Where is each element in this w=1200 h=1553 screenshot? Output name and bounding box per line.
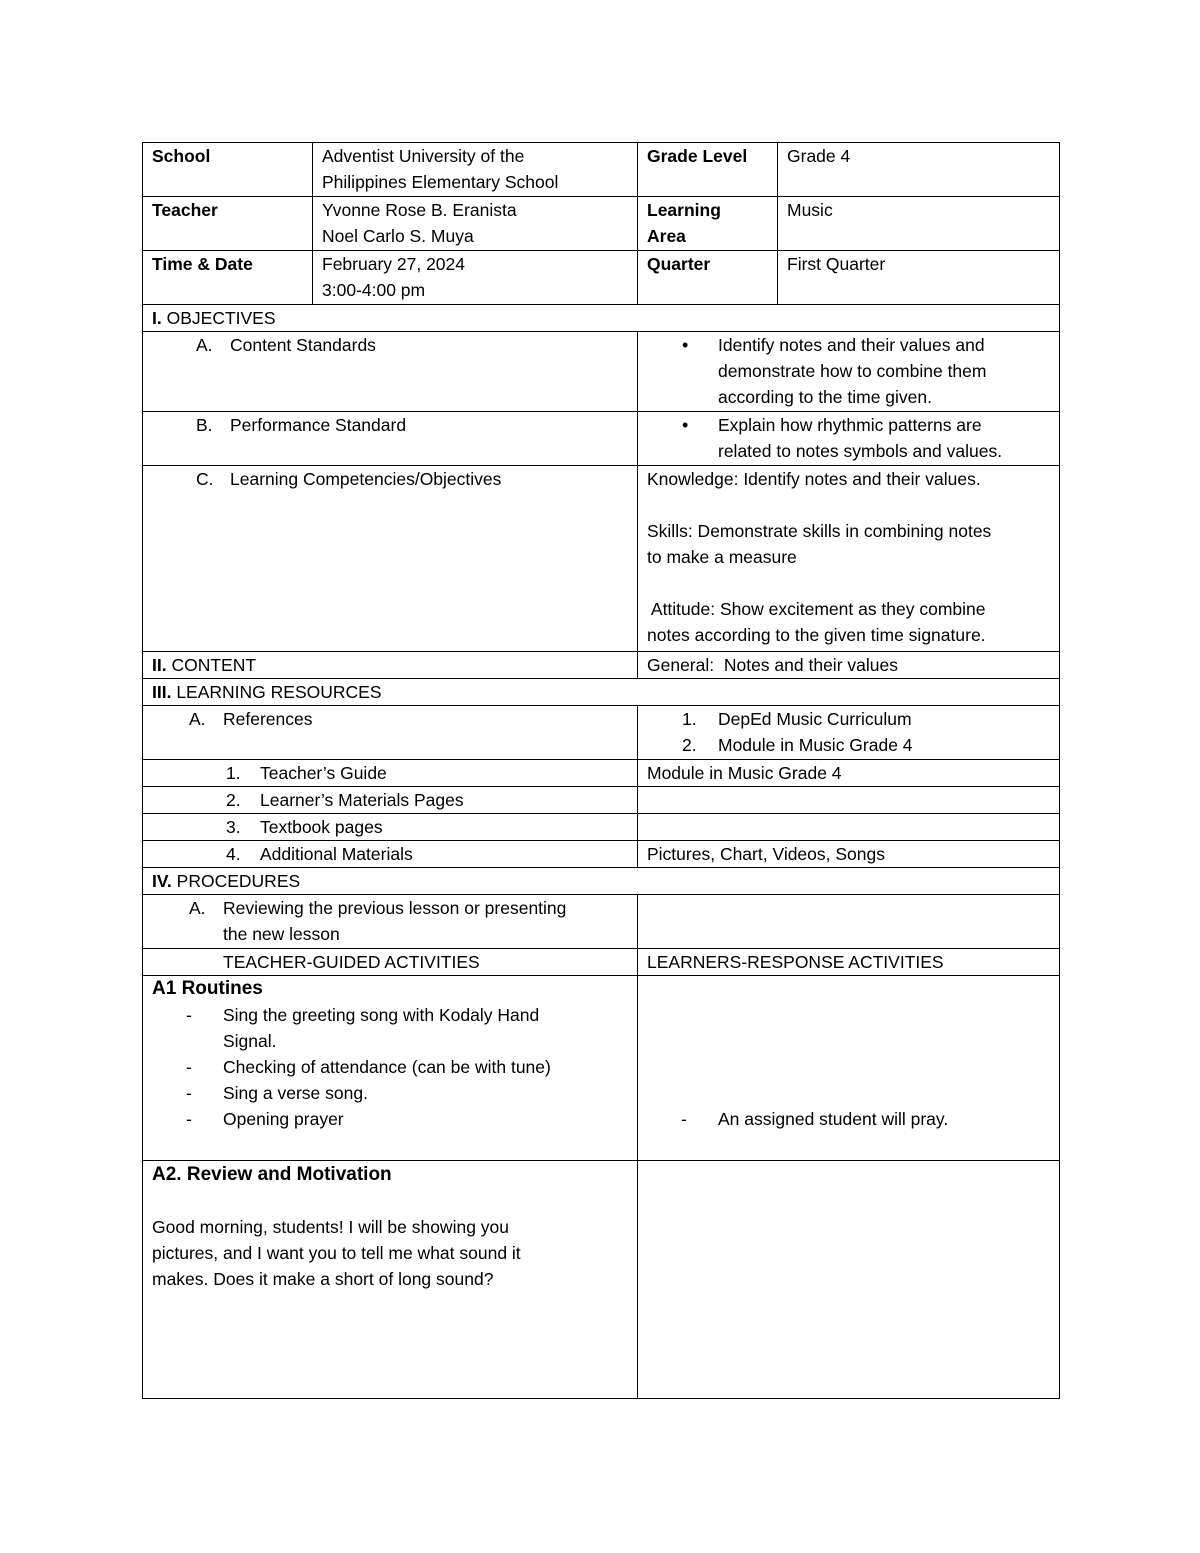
competencies-value xyxy=(638,466,1060,652)
resource-item-cell xyxy=(143,814,638,841)
content-standards-marker: A. xyxy=(196,335,213,355)
resource-item-num: 2. xyxy=(226,790,241,810)
objectives-heading xyxy=(143,305,1060,332)
routine-text: Opening prayer xyxy=(223,1109,344,1129)
content-standards-line xyxy=(152,332,628,358)
reviewing-marker: A. xyxy=(189,898,206,918)
resource-item-num: 1. xyxy=(226,763,241,783)
procedures-heading xyxy=(143,868,1060,895)
reference-num: 2. xyxy=(682,735,697,755)
review-motivation-title: A2. Review and Motivation xyxy=(152,1164,392,1185)
knowledge-objective: Knowledge: Identify notes and their values. xyxy=(647,469,981,489)
review-motivation-text-line: makes. Does it make a short of long sound? xyxy=(152,1269,494,1289)
resources-num: III. xyxy=(152,682,172,702)
review-motivation-text-line: Good morning, students! I will be showing you xyxy=(152,1217,509,1237)
resource-item-row xyxy=(143,841,1060,868)
dash-marker: - xyxy=(186,1057,192,1077)
school-value xyxy=(313,143,638,197)
lesson-plan-table xyxy=(142,142,1060,1399)
teacher-value-line-2: Noel Carlo S. Muya xyxy=(322,226,474,246)
spacer xyxy=(152,1188,628,1214)
content-heading xyxy=(143,652,638,679)
content-standards-value xyxy=(638,332,1060,412)
resource-item-label: Additional Materials xyxy=(260,844,413,864)
teacher-value xyxy=(313,197,638,251)
content-row xyxy=(143,652,1060,679)
dash-marker: - xyxy=(186,1109,192,1129)
references-cell xyxy=(143,706,638,760)
resource-item-cell xyxy=(143,787,638,814)
quarter-label: Quarter xyxy=(638,251,778,305)
spacer xyxy=(647,492,1050,518)
content-num: II. xyxy=(152,655,167,675)
resource-item-line xyxy=(152,841,628,867)
reviewing-value xyxy=(638,895,1060,949)
activity-columns-row xyxy=(143,949,1060,976)
reference-item xyxy=(647,732,1050,758)
learning-area-label xyxy=(638,197,778,251)
resource-item-label: Learner’s Materials Pages xyxy=(260,790,464,810)
teacher-label: Teacher xyxy=(143,197,313,251)
review-motivation-text-line: pictures, and I want you to tell me what sound it xyxy=(152,1243,521,1263)
teacher-row xyxy=(143,197,1060,251)
performance-standard-text-line-2: related to notes symbols and values. xyxy=(718,441,1003,461)
routine-text xyxy=(223,1002,539,1054)
learning-area-value: Music xyxy=(778,197,1060,251)
review-motivation-row xyxy=(143,1161,1060,1399)
procedures-header-row xyxy=(143,868,1060,895)
resource-item-line xyxy=(152,787,628,813)
school-value-line-1: Adventist University of the xyxy=(322,146,525,166)
routine-text: Sing a verse song. xyxy=(223,1083,368,1103)
resource-item-value: Pictures, Chart, Videos, Songs xyxy=(638,841,1060,868)
reviewing-row xyxy=(143,895,1060,949)
routine-text-line: Sing the greeting song with Kodaly Hand xyxy=(223,1005,540,1025)
performance-standard-cell xyxy=(143,412,638,466)
dash-marker: - xyxy=(186,1005,192,1025)
routines-learner-cell xyxy=(638,976,1060,1161)
references-marker: A. xyxy=(189,709,206,729)
content-standards-text xyxy=(718,332,986,410)
resource-item-value xyxy=(638,787,1060,814)
competencies-row xyxy=(143,466,1060,652)
content-title: CONTENT xyxy=(171,655,257,675)
objectives-num: I. xyxy=(152,308,162,328)
school-label: School xyxy=(143,143,313,197)
competencies-label: Learning Competencies/Objectives xyxy=(230,469,502,489)
performance-standard-bullet-item xyxy=(647,412,1050,464)
procedures-title: PROCEDURES xyxy=(176,871,301,891)
competencies-line xyxy=(152,466,628,492)
grade-level-label: Grade Level xyxy=(638,143,778,197)
performance-standard-row xyxy=(143,412,1060,466)
reviewing-label-line-1: Reviewing the previous lesson or presenting xyxy=(223,898,567,918)
resource-item-num: 3. xyxy=(226,817,241,837)
reviewing-cell xyxy=(143,895,638,949)
performance-standard-line xyxy=(152,412,628,438)
resource-item-label: Teacher’s Guide xyxy=(260,763,387,783)
content-standards-label: Content Standards xyxy=(230,335,376,355)
resource-item-value xyxy=(638,814,1060,841)
time-row xyxy=(143,251,1060,305)
routine-item xyxy=(152,1054,628,1080)
resource-item-row xyxy=(143,787,1060,814)
competencies-marker: C. xyxy=(196,469,214,489)
resource-item-cell xyxy=(143,760,638,787)
content-standards-row xyxy=(143,332,1060,412)
content-value: General: Notes and their values xyxy=(638,652,1060,679)
reference-text: Module in Music Grade 4 xyxy=(718,735,913,755)
attitude-objective-line-1: Attitude: Show excitement as they combine xyxy=(647,599,986,619)
resource-item-num: 4. xyxy=(226,844,241,864)
attitude-objective-line-2: notes according to the given time signature. xyxy=(647,625,986,645)
resource-item-line xyxy=(152,814,628,840)
review-motivation-cell xyxy=(143,1161,638,1399)
performance-standard-marker: B. xyxy=(196,415,213,435)
references-value xyxy=(638,706,1060,760)
time-value: 3:00-4:00 pm xyxy=(322,280,426,300)
reviewing-line xyxy=(152,895,628,947)
resources-heading xyxy=(143,679,1060,706)
reference-text: DepEd Music Curriculum xyxy=(718,709,912,729)
teacher-guided-heading: TEACHER-GUIDED ACTIVITIES xyxy=(223,952,480,972)
resources-title: LEARNING RESOURCES xyxy=(176,682,382,702)
dash-marker: - xyxy=(681,1109,687,1129)
teacher-value-line-1: Yvonne Rose B. Eranista xyxy=(322,200,517,220)
date-value: February 27, 2024 xyxy=(322,254,466,274)
review-motivation-learner-cell xyxy=(638,1161,1060,1399)
objectives-header-row xyxy=(143,305,1060,332)
dash-marker: - xyxy=(186,1083,192,1103)
spacer xyxy=(647,570,1050,596)
performance-standard-value xyxy=(638,412,1060,466)
reference-num: 1. xyxy=(682,709,697,729)
learner-response-item xyxy=(647,1106,1050,1132)
learning-area-label-line-2: Area xyxy=(647,226,686,246)
school-value-line-2: Philippines Elementary School xyxy=(322,172,559,192)
performance-standard-label: Performance Standard xyxy=(230,415,407,435)
learners-response-heading: LEARNERS-RESPONSE ACTIVITIES xyxy=(638,949,1060,976)
quarter-value: First Quarter xyxy=(778,251,1060,305)
routines-cell xyxy=(143,976,638,1161)
bullet-icon: • xyxy=(682,415,689,435)
routine-text-line: Signal. xyxy=(223,1031,277,1051)
resource-item-value: Module in Music Grade 4 xyxy=(638,760,1060,787)
content-standards-text-line-2: demonstrate how to combine them xyxy=(718,361,987,381)
references-row xyxy=(143,706,1060,760)
objectives-title: OBJECTIVES xyxy=(166,308,276,328)
routine-item xyxy=(152,1106,628,1132)
reference-item xyxy=(647,706,1050,732)
resources-header-row xyxy=(143,679,1060,706)
resource-item-row xyxy=(143,814,1060,841)
procedures-num: IV. xyxy=(152,871,172,891)
routine-item xyxy=(152,1002,628,1054)
grade-level-value: Grade 4 xyxy=(778,143,1060,197)
teacher-column-cell xyxy=(143,949,638,976)
skills-objective-line-1: Skills: Demonstrate skills in combining notes xyxy=(647,521,992,541)
routine-text: Checking of attendance (can be with tune) xyxy=(223,1057,551,1077)
content-standards-cell xyxy=(143,332,638,412)
performance-standard-text xyxy=(718,412,1002,464)
references-label: References xyxy=(223,709,313,729)
time-date-value xyxy=(313,251,638,305)
skills-objective-line-2: to make a measure xyxy=(647,547,797,567)
routines-title: A1 Routines xyxy=(152,978,263,999)
spacer xyxy=(647,976,1050,1106)
bullet-icon: • xyxy=(682,335,689,355)
resource-item-label: Textbook pages xyxy=(260,817,383,837)
competencies-cell xyxy=(143,466,638,652)
reviewing-label xyxy=(223,895,566,947)
resource-item-row xyxy=(143,760,1060,787)
resource-item-cell xyxy=(143,841,638,868)
learning-area-label-line-1: Learning xyxy=(647,200,721,220)
routine-item xyxy=(152,1080,628,1106)
reviewing-label-line-2: the new lesson xyxy=(223,924,340,944)
references-line xyxy=(152,706,628,732)
routines-row xyxy=(143,976,1060,1161)
resource-item-line xyxy=(152,760,628,786)
time-date-label: Time & Date xyxy=(143,251,313,305)
school-row xyxy=(143,143,1060,197)
learner-response-text: An assigned student will pray. xyxy=(718,1109,949,1129)
performance-standard-text-line-1: Explain how rhythmic patterns are xyxy=(718,415,982,435)
content-standards-bullet-item xyxy=(647,332,1050,410)
content-standards-text-line-3: according to the time given. xyxy=(718,387,933,407)
content-standards-text-line-1: Identify notes and their values and xyxy=(718,335,985,355)
